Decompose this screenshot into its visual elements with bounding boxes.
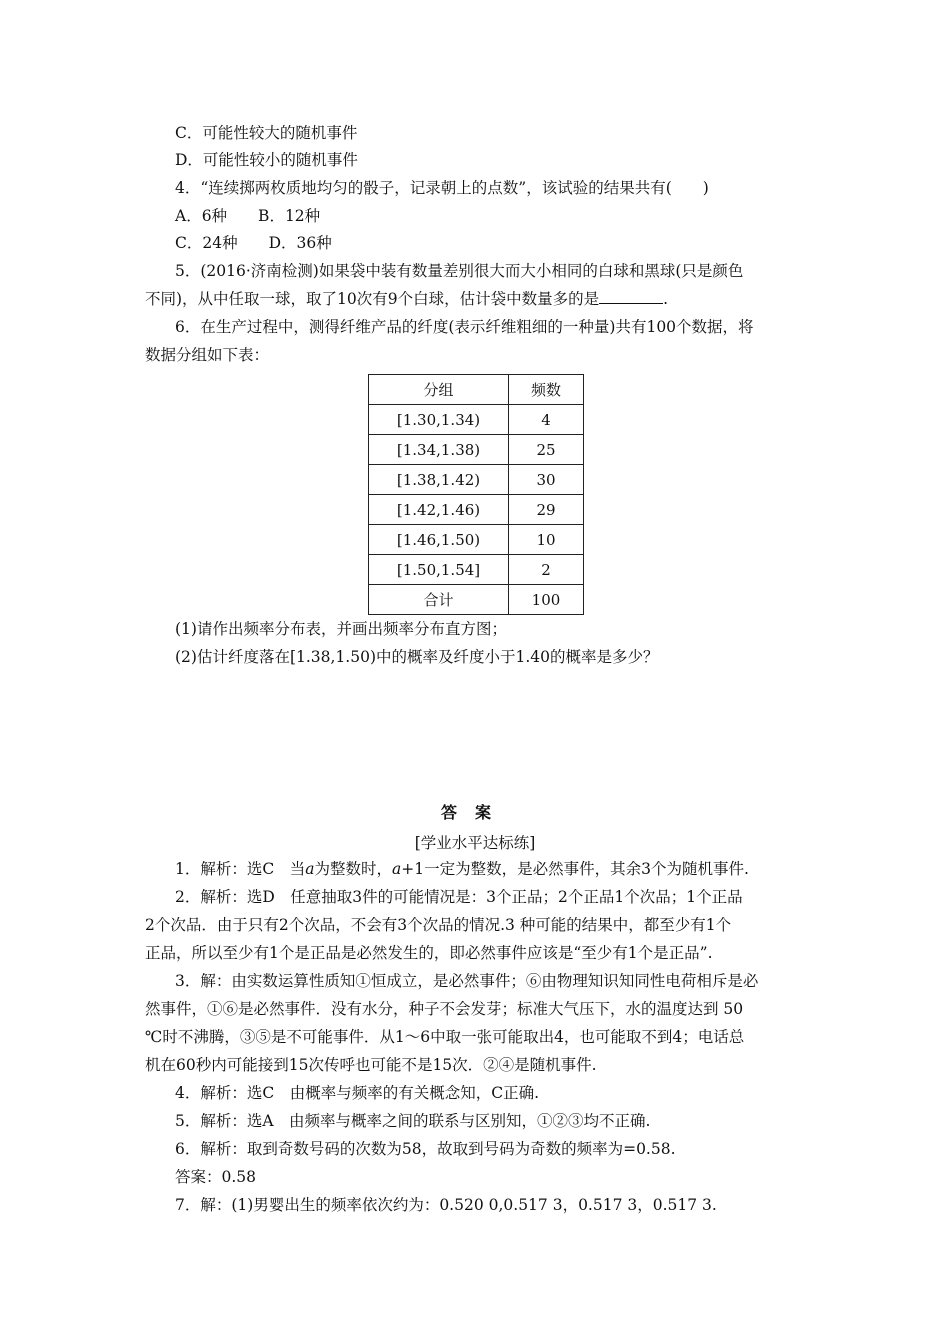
table-row [369, 555, 584, 585]
question-5-line-1: 5．(2016·济南检测)如果袋中装有数量差别很大而大小相同的白球和黑球(只是颜色 [175, 262, 744, 280]
variable-a: a [305, 860, 315, 878]
answers-section-heading: [学业水平达标练] [414, 834, 536, 852]
answer-4: 4．解析：选C 由概率与频率的有关概念知，C正确. [175, 1084, 540, 1102]
table-cell: 100 [509, 585, 584, 615]
table-row [369, 495, 584, 525]
header-group: 分组 [369, 375, 509, 405]
answer-1-text: 1．解析：选C 当 [175, 860, 306, 878]
frequency-table [368, 374, 584, 615]
table-cell: 合计 [369, 585, 509, 615]
answer-7: 7．解：(1)男婴出生的频率依次约为：0.520 0,0.517 3，0.517 3，0.517 3. [175, 1196, 717, 1214]
question-4: 4．“连续掷两枚质地均匀的骰子，记录朝上的点数”，该试验的结果共有( ) [175, 179, 709, 197]
variable-a: a [392, 860, 402, 878]
answer-2-line-1: 2．解析：选D 任意抽取3件的可能情况是：3个正品；2个正品1个次品；1个正品 [175, 888, 743, 906]
question-5-text: 不同)，从中任取一球，取了10次有9个白球，估计袋中数量多的是 [145, 290, 600, 308]
table-row [369, 465, 584, 495]
table-row [369, 525, 584, 555]
header-frequency: 频数 [509, 375, 584, 405]
question-6-line-2: 数据分组如下表： [145, 346, 270, 364]
answer-1 [175, 859, 749, 879]
table-cell: 4 [509, 405, 584, 435]
table-header-row [369, 375, 584, 405]
table-cell: [1.30,1.34) [369, 405, 509, 435]
table-row [369, 405, 584, 435]
answers-title: 答案 [440, 803, 509, 822]
answer-blank [599, 289, 663, 304]
answer-1-text: 为整数时， [314, 860, 392, 878]
answer-2-line-3: 正品，所以至少有1个是正品是必然发生的，即必然事件应该是“至少有1个是正品”. [145, 944, 713, 962]
table-cell: [1.50,1.54] [369, 555, 509, 585]
answer-6-result: 答案：0.58 [175, 1168, 257, 1186]
table-cell: 2 [509, 555, 584, 585]
table-cell: 25 [509, 435, 584, 465]
option-d: D．可能性较小的随机事件 [175, 151, 358, 169]
table-cell: [1.46,1.50) [369, 525, 509, 555]
question-4-options-ab: A．6种 B．12种 [175, 207, 321, 225]
answer-3-line-4: 机在60秒内可能接到15次传呼也可能不是15次．②④是随机事件. [145, 1056, 597, 1074]
answer-3-line-3: ℃时不沸腾，③⑤是不可能事件．从1～6中取一张可能取出4，也可能取不到4；电话总 [145, 1028, 745, 1046]
option-c: C．可能性较大的随机事件 [175, 124, 358, 142]
answer-6: 6．解析：取到奇数号码的次数为58，故取到号码为奇数的频率为=0.58. [175, 1140, 676, 1158]
question-6-line-1: 6．在生产过程中，测得纤维产品的纤度(表示纤维粗细的一种量)共有100个数据，将 [175, 318, 754, 336]
answer-1-text: +1一定为整数，是必然事件，其余3个为随机事件. [401, 860, 749, 878]
table-cell: 30 [509, 465, 584, 495]
question-5-line-2 [145, 289, 668, 309]
question-4-options-cd: C．24种 D．36种 [175, 234, 332, 252]
answer-5: 5．解析：选A 由频率与概率之间的联系与区别知，①②③均不正确. [175, 1112, 651, 1130]
answer-2-line-2: 2个次品．由于只有2个次品，不会有3个次品的情况.3 种可能的结果中，都至少有1个 [145, 916, 732, 934]
table-cell: 10 [509, 525, 584, 555]
answer-3-line-2: 然事件，①⑥是必然事件．没有水分，种子不会发芽；标准大气压下，水的温度达到 50 [145, 1000, 744, 1018]
table-cell: [1.42,1.46) [369, 495, 509, 525]
question-6-part-2: (2)估计纤度落在[1.38,1.50)中的概率及纤度小于1.40的概率是多少？ [175, 648, 659, 666]
table-cell: 29 [509, 495, 584, 525]
table-cell: [1.38,1.42) [369, 465, 509, 495]
answer-3-line-1: 3．解：由实数运算性质知①恒成立，是必然事件；⑥由物理知识知同性电荷相斥是必 [175, 972, 759, 990]
table-total-row [369, 585, 584, 615]
question-6-part-1: (1)请作出频率分布表，并画出频率分布直方图； [175, 620, 507, 638]
table-cell: [1.34,1.38) [369, 435, 509, 465]
question-5-period: . [663, 290, 669, 308]
table-row [369, 435, 584, 465]
